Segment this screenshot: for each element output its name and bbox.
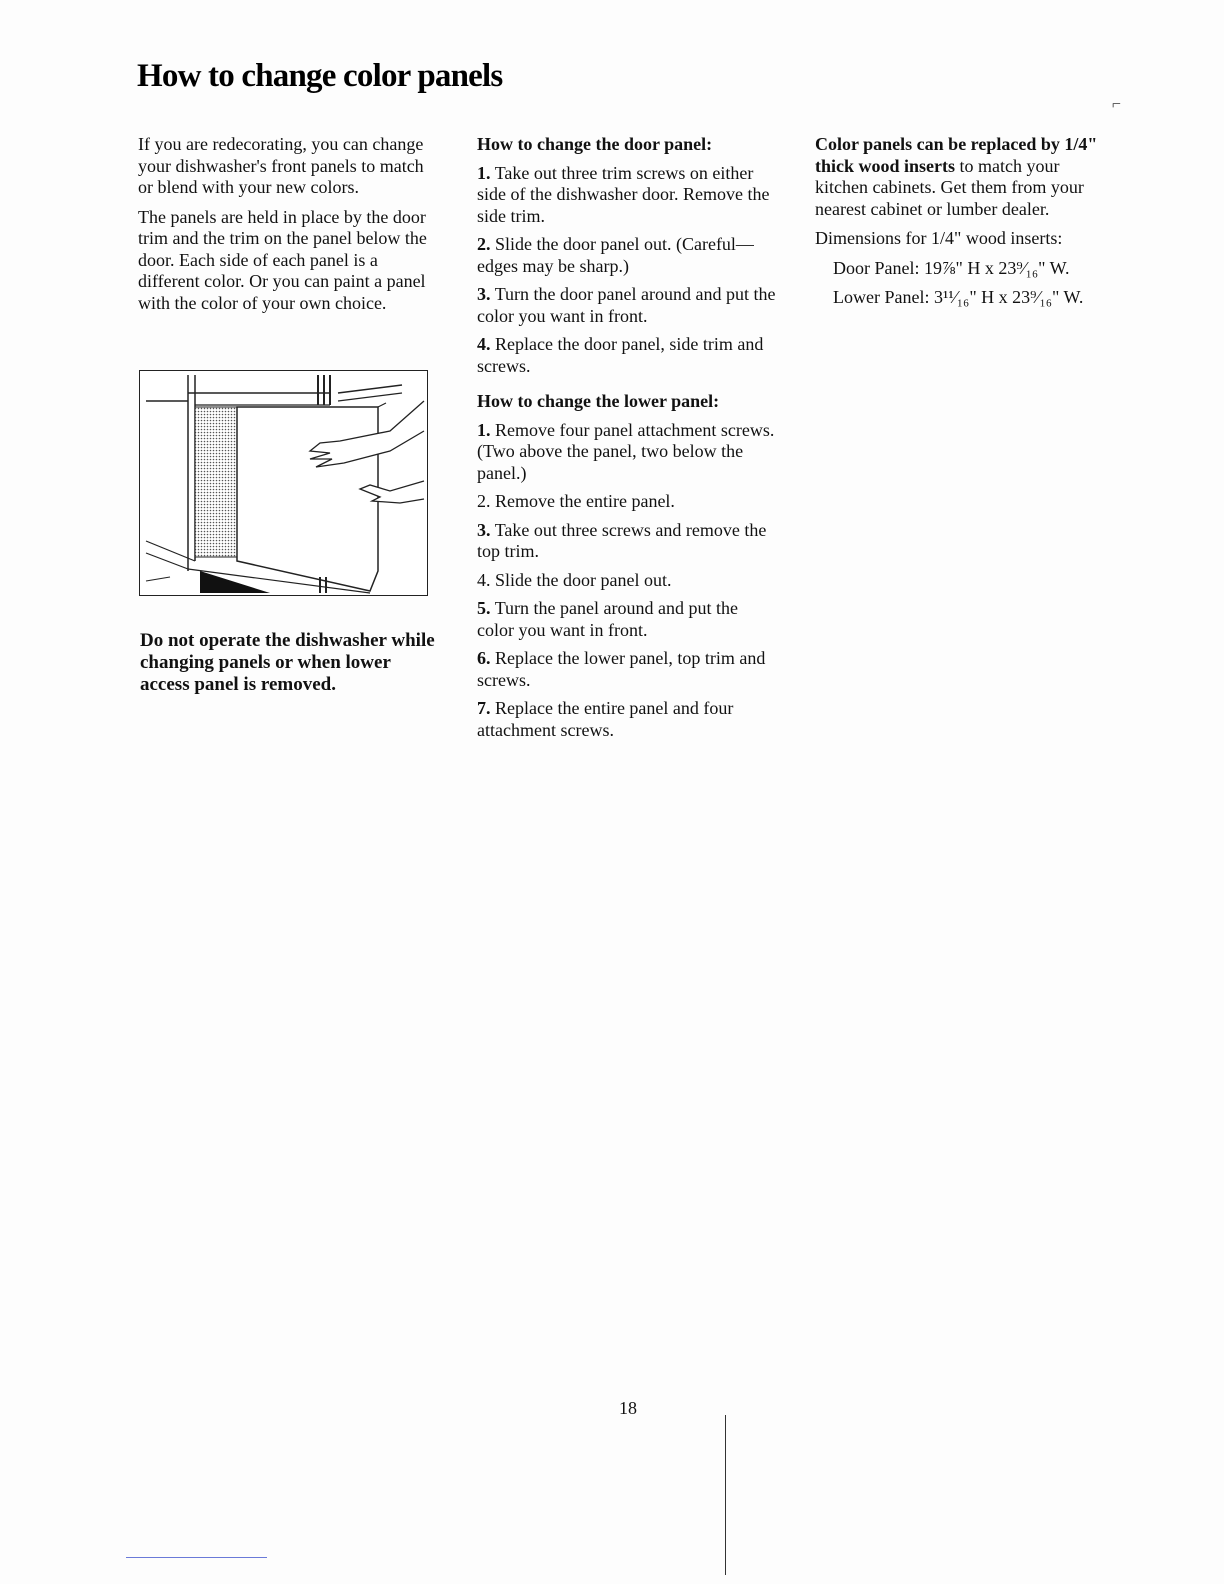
intro-paragraph-2: The panels are held in place by the door trim and the trim on the panel below the door. Each side of each panel is a different color. Or you can paint a panel with the color of your own choice. xyxy=(138,206,427,313)
lower-step-3: 3. Take out three screws and remove the top trim. xyxy=(477,519,767,561)
lower-step-6: 6. Replace the lower panel, top trim and screws. xyxy=(477,648,766,690)
lower-panel-dimension: Lower Panel: 3¹¹⁄₁₆" H x 23⁹⁄₁₆" W. xyxy=(833,287,1084,307)
intro-column xyxy=(138,134,438,322)
corner-mark-icon: ⌐ xyxy=(1112,96,1122,113)
instructions-column xyxy=(477,134,777,748)
door-step-1: 1. Take out three trim screws on either side of the dishwasher door. Remove the side trim. xyxy=(477,162,770,226)
door-step-3: 3. Turn the door panel around and put the color you want in front. xyxy=(477,284,776,326)
lower-panel-heading: How to change the lower panel: xyxy=(477,391,720,411)
intro-paragraph-1: If you are redecorating, you can change your dishwasher's front panels to match or blend with your new colors. xyxy=(138,134,424,197)
dishwasher-panel-drawing xyxy=(140,371,426,594)
dimensions-label: Dimensions for 1/4" wood inserts: xyxy=(815,228,1063,248)
door-panel-heading: How to change the door panel: xyxy=(477,134,713,154)
page-title: How to change color panels xyxy=(137,58,503,94)
margin-rule xyxy=(725,1415,726,1575)
panel-illustration xyxy=(139,370,428,596)
bottom-underline xyxy=(126,1557,267,1558)
lower-step-7: 7. Replace the entire panel and four attachment screws. xyxy=(477,698,734,740)
wood-inserts-paragraph xyxy=(815,134,1115,220)
lower-step-4: 4. Slide the door panel out. xyxy=(477,569,672,590)
lower-step-1: 1. Remove four panel attachment screws. (Two above the panel, two below the panel.) xyxy=(477,419,775,483)
safety-warning: Do not operate the dishwasher while changing panels or when lower access panel is removed. xyxy=(140,630,435,695)
lower-step-2: 2. Remove the entire panel. xyxy=(477,491,675,511)
wood-inserts-column xyxy=(815,134,1115,317)
door-step-2: 2. Slide the door panel out. (Careful—edges may be sharp.) xyxy=(477,234,754,276)
door-panel-dimension: Door Panel: 19⅞" H x 23⁹⁄₁₆" W. xyxy=(833,257,1070,278)
wood-inserts-rest: to match your kitchen cabinets. Get them from your nearest cabinet or lumber dealer. xyxy=(815,155,1084,219)
wood-inserts-lead: Color panels can be replaced by 1/4" thick wood inserts xyxy=(815,134,1098,176)
lower-step-5: 5. Turn the panel around and put the color you want in front. xyxy=(477,598,738,640)
page-number: 18 xyxy=(619,1398,637,1418)
door-step-4: 4. Replace the door panel, side trim and screws. xyxy=(477,334,764,376)
